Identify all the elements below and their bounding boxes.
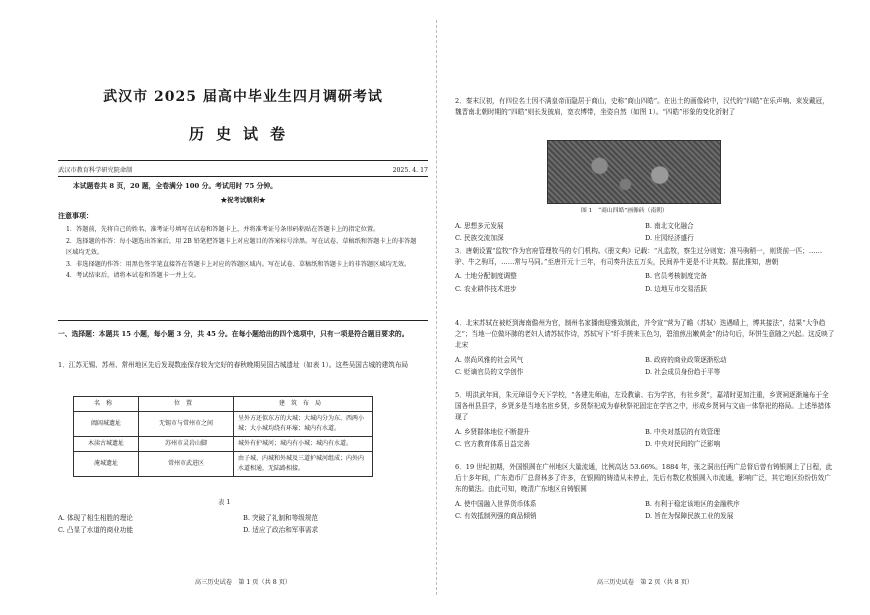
page-two bbox=[455, 0, 835, 615]
table-cell: 由子城、内城和外城及三道护城河组成；内外内水道相通，无陆路相接。 bbox=[234, 452, 373, 477]
notice-rule bbox=[58, 320, 428, 321]
option-d[interactable]: D. 边地互市交易活跃 bbox=[645, 284, 707, 293]
notice-item: 2．选择题的作答：每小题选出答案后，用 2B 铅笔把答题卡上对应题目的答案标号涂黑。写在试卷、草稿纸和答题卡上的非答题区域均无效。 bbox=[66, 237, 417, 257]
question-6 bbox=[455, 462, 835, 522]
exam-intro: 本试题卷共 8 页，20 题，全卷满分 100 分。考试用时 75 分钟。 bbox=[73, 182, 277, 190]
question-4-stem: 4．北宋苏轼在被贬到海南儋州为官，制州名家播南迎雅致制此，并令宣“营为了瞻（苏轼）迭遇晴上，博其接法”，结果“大争趋之”；当地一位做坏肺的老妇人请苏轼作诗，苏轼写下“纤手搓来玉色匀，碧油煎出嫩黄金”的诗句后，环饼生意随之兴起。这反映了北宋 bbox=[455, 319, 835, 350]
option-a[interactable]: A. 乡贤群体地位不断提升 bbox=[455, 427, 530, 436]
question-3-stem: 3．唐朝设置“监牧”作为官府管理牧马的专门机构。《册文典》记载：“凡监牧，察生过分则宽；准马驹稍一，则货前一匹；……驴、牛之驹耳，……常与马同。”至唐开元十三年，有司奏升法五万头，民间养牛更是不计其数。据此推知，唐朝 bbox=[455, 247, 823, 267]
option-b[interactable]: B. 突破了礼制和等级规范 bbox=[243, 514, 318, 522]
table-cell: 城外有护城河；城内有小城；城内有水道。 bbox=[234, 437, 373, 452]
question-6-stem: 6．19 世纪初期，外国银圆在广州地区大量流通，比例高达 53.66%。1884 年，张之洞出任两广总督后曾有铸银圆上了日程，此后十多年间，广东造币厂总督林多了许多，在银圆的铸造从未停止，先后有数亿枚银圆入市流通，影响广泛，其它地区纷纷仿效广东的做法。由此可知，晚清广东地区自铸银圆 bbox=[455, 463, 833, 494]
option-c[interactable]: C. 贬谪官员的文学创作 bbox=[455, 367, 524, 376]
option-c[interactable]: C. 民族交流加深 bbox=[455, 234, 504, 243]
question-5 bbox=[455, 390, 835, 450]
option-b[interactable]: B. 南北文化融合 bbox=[645, 222, 694, 230]
option-c[interactable]: C. 有效抵制列强的商品倾销 bbox=[455, 511, 537, 520]
site-table bbox=[73, 396, 373, 477]
brick-relief-image bbox=[547, 140, 721, 204]
question-4 bbox=[455, 318, 835, 378]
table-caption: 表 1 bbox=[218, 498, 231, 506]
notice-item: 1．答题前，先将自己的姓名、准考证号填写在试卷和答题卡上，并将准考证号条形码粘贴在答题卡上的指定位置。 bbox=[66, 226, 380, 233]
option-a[interactable]: A. 崇尚风雅的社会风气 bbox=[455, 355, 524, 364]
table-cell: 阖闾城遗址 bbox=[74, 412, 139, 437]
notice-item: 3．非选择题的作答：用黑色签字笔直接答在答题卡上对应的答题区域内。写在试卷、草稿纸和答题卡上的非答题区域均无效。 bbox=[66, 260, 411, 268]
table-row bbox=[74, 452, 373, 477]
option-d[interactable]: D. 适应了政治和军事需求 bbox=[243, 526, 319, 535]
option-c[interactable]: C. 农业耕作技术进步 bbox=[455, 284, 517, 293]
option-b[interactable]: B. 中央对基层的有效管理 bbox=[645, 427, 720, 436]
question-1-options bbox=[58, 510, 428, 536]
page-footer: 高三历史试卷 第 2 页（共 8 页） bbox=[596, 579, 694, 586]
option-grid bbox=[455, 427, 835, 450]
page-one bbox=[58, 0, 428, 615]
option-b[interactable]: B. 有利于稳定该地区的金融秩序 bbox=[645, 499, 740, 508]
page-divider bbox=[436, 20, 437, 595]
notice-list bbox=[66, 224, 421, 282]
issuer-rule bbox=[58, 176, 428, 177]
issuer: 武汉市教育科学研究院命制 bbox=[58, 167, 133, 174]
table-header: 名称 bbox=[74, 397, 139, 412]
option-b[interactable]: B. 政府的商业政策逐渐松动 bbox=[645, 355, 727, 364]
table-row bbox=[74, 412, 373, 437]
table-cell: 呈外方还似东方的大城；大城内分为东、西两小城；大小城均绕有环壕；城内有水道。 bbox=[234, 412, 373, 437]
table-cell: 淹城遗址 bbox=[74, 452, 139, 477]
table-cell: 无锡市与常州市之间 bbox=[139, 412, 234, 437]
question-1 bbox=[58, 360, 428, 371]
option-c[interactable]: C. 官方教育体系日益完善 bbox=[455, 439, 530, 448]
option-d[interactable]: D. 旨在为保障民族工业的发展 bbox=[645, 511, 734, 520]
notice-item: 4．考试结束后，请将本试卷和答题卡一并上交。 bbox=[66, 272, 200, 280]
option-grid bbox=[455, 355, 835, 378]
page-footer: 高三历史试卷 第 1 页（共 8 页） bbox=[194, 579, 292, 586]
question-1-stem: 1．江苏无锡、苏州、常州地区先后发现数座保存较为完好的春秋晚期吴国古城遗址（如表 1）。这些吴国古城的建筑布局 bbox=[58, 361, 409, 369]
question-2-stem: 2．秦末汉初，有四位名士因不满皇帝而隐居于商山，史称“商山四皓”。在出土的画像砖中，汉代的“四皓”在乐声响、束发戴冠，魏晋南北朝时期的“四皓”则长发披肩，宽衣博带，坐姿自然（如图 1）。“四皓”形象的变化折射了 bbox=[455, 97, 829, 117]
table-row bbox=[74, 437, 373, 452]
option-grid bbox=[455, 499, 835, 522]
option-a[interactable]: A. 体现了相生相胜的理论 bbox=[58, 514, 133, 522]
question-2-options bbox=[455, 218, 835, 244]
option-c[interactable]: C. 凸显了水道的商业功能 bbox=[58, 526, 133, 535]
figure-caption: 图 1 “商山四皓”画像砖（南朝） bbox=[581, 208, 668, 214]
subject-title: 历史试卷 bbox=[188, 125, 297, 143]
option-d[interactable]: D. 庄园经济盛行 bbox=[645, 234, 694, 243]
issuer-row bbox=[58, 165, 428, 176]
question-3 bbox=[455, 246, 835, 295]
table-cell: 苏州市灵岩山脚 bbox=[139, 437, 234, 452]
section-one-heading: 一、选择题：本题共 15 小题，每小题 3 分，共 45 分。在每小题给出的四个选项中，只有一项是符合题目要求的。 bbox=[58, 330, 409, 338]
table-cell: 木渎古城遗址 bbox=[74, 437, 139, 452]
option-grid bbox=[455, 221, 835, 244]
option-grid bbox=[455, 271, 835, 294]
header-rule bbox=[58, 160, 428, 161]
option-d[interactable]: D. 中央对民间的广泛影响 bbox=[645, 439, 721, 448]
table-header: 位置 bbox=[139, 397, 234, 412]
exam-title: 武汉市 2025 届高中毕业生四月调研考试 bbox=[103, 89, 383, 105]
option-b[interactable]: B. 官员考核制度完备 bbox=[645, 272, 707, 281]
table-header-row bbox=[74, 397, 373, 412]
good-luck-line: ★祝考试顺利★ bbox=[220, 196, 266, 204]
option-a[interactable]: A. 土地分配制度调整 bbox=[455, 272, 517, 281]
option-grid bbox=[58, 513, 428, 536]
exam-date: 2025. 4. 17 bbox=[392, 167, 428, 174]
option-a[interactable]: A. 思想多元发展 bbox=[455, 222, 504, 230]
table-cell: 常州市武进区 bbox=[139, 452, 234, 477]
question-2 bbox=[455, 96, 835, 118]
option-a[interactable]: A. 使中国融入世界货币体系 bbox=[455, 499, 537, 508]
option-d[interactable]: D. 社会成员身份趋于平等 bbox=[645, 367, 721, 376]
question-5-stem: 5．明洪武年间，朱元璋诏令天下学校，“各建先师庙，左设教谕、右为学宫，有社乡贤”，嘉靖时更加注重，乡贤祠逐渐遍布于全国各州县县学，乡贤多是当地名宦乡贤，乡贤祭祀成为春秋祭祀固定在学宫之中，形成乡贤祠与文庙一体祭祀的格局。上述举措体现了 bbox=[455, 391, 831, 422]
notice-heading: 注意事项： bbox=[58, 211, 93, 220]
table-header: 建筑布局 bbox=[234, 397, 373, 412]
